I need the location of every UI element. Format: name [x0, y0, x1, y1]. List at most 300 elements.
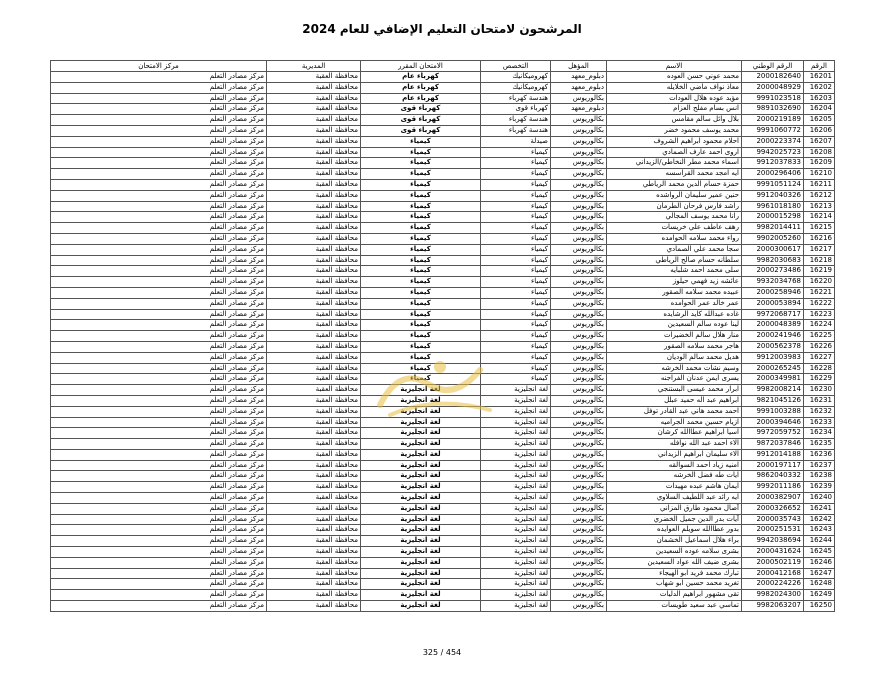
cell-national-id: 2000048389: [742, 320, 804, 331]
cell-seq: 16233: [804, 417, 835, 428]
table-row: [51, 363, 835, 374]
cell-name: اسماء محمد مطر النخاطي/الزيداني: [607, 158, 742, 169]
cell-national-id: 2000048929: [742, 82, 804, 93]
cell-seq: 16230: [804, 385, 835, 396]
cell-national-id: 9821045126: [742, 395, 804, 406]
cell-center: مركز مصادر التعلم: [51, 471, 267, 482]
cell-directorate: محافظة العقبة: [267, 201, 361, 212]
cell-directorate: محافظة العقبة: [267, 320, 361, 331]
cell-center: مركز مصادر التعلم: [51, 590, 267, 601]
cell-seq: 16235: [804, 439, 835, 450]
cell-directorate: محافظة العقبة: [267, 503, 361, 514]
cell-directorate: محافظة العقبة: [267, 547, 361, 558]
cell-national-id: 9982063207: [742, 601, 804, 612]
cell-center: مركز مصادر التعلم: [51, 331, 267, 342]
table-row: [51, 547, 835, 558]
cell-seq: 16243: [804, 525, 835, 536]
cell-seq: 16207: [804, 136, 835, 147]
cell-directorate: محافظة العقبة: [267, 223, 361, 234]
cell-seq: 16222: [804, 298, 835, 309]
cell-national-id: 2000197117: [742, 460, 804, 471]
cell-national-id: 2000224226: [742, 579, 804, 590]
table-row: [51, 341, 835, 352]
cell-exam: لغة انجليزية: [361, 579, 481, 590]
cell-center: مركز مصادر التعلم: [51, 255, 267, 266]
cell-center: مركز مصادر التعلم: [51, 482, 267, 493]
cell-specialization: لغة انجليزية: [481, 482, 551, 493]
cell-national-id: 2000251531: [742, 525, 804, 536]
cell-seq: 16241: [804, 503, 835, 514]
cell-name: رواء محمد سلامه الحوامده: [607, 233, 742, 244]
cell-specialization: كهروميكانيك: [481, 72, 551, 83]
cell-exam: لغة انجليزية: [361, 493, 481, 504]
cell-exam: كيمياء: [361, 287, 481, 298]
cell-exam: كيمياء: [361, 255, 481, 266]
cell-center: مركز مصادر التعلم: [51, 244, 267, 255]
cell-center: مركز مصادر التعلم: [51, 557, 267, 568]
cell-qualification: بكالوريوس: [551, 298, 607, 309]
cell-name: رانا محمد يوسف المجالي: [607, 212, 742, 223]
table-row: [51, 104, 835, 115]
cell-exam: لغة انجليزية: [361, 590, 481, 601]
cell-qualification: بكالوريوس: [551, 266, 607, 277]
cell-directorate: محافظة العقبة: [267, 169, 361, 180]
cell-exam: لغة انجليزية: [361, 601, 481, 612]
cell-specialization: كيمياء: [481, 374, 551, 385]
cell-directorate: محافظة العقبة: [267, 115, 361, 126]
table-body: [51, 72, 835, 612]
header-national-id: الرقم الوطني: [742, 61, 804, 72]
cell-seq: 16210: [804, 169, 835, 180]
cell-seq: 16211: [804, 179, 835, 190]
cell-exam: كيمياء: [361, 309, 481, 320]
page-number: 325 / 454: [422, 648, 462, 657]
cell-specialization: كهرباء قوى: [481, 104, 551, 115]
cell-center: مركز مصادر التعلم: [51, 233, 267, 244]
cell-qualification: بكالوريوس: [551, 428, 607, 439]
cell-qualification: بكالوريوس: [551, 169, 607, 180]
cell-directorate: محافظة العقبة: [267, 395, 361, 406]
cell-exam: كيمياء: [361, 212, 481, 223]
cell-name: حمزة حسام الدين محمد الرياطي: [607, 179, 742, 190]
cell-national-id: 2000053894: [742, 298, 804, 309]
table-row: [51, 601, 835, 612]
cell-specialization: لغة انجليزية: [481, 428, 551, 439]
cell-directorate: محافظة العقبة: [267, 341, 361, 352]
cell-seq: 16238: [804, 471, 835, 482]
cell-exam: لغة انجليزية: [361, 514, 481, 525]
cell-qualification: بكالوريوس: [551, 493, 607, 504]
table-row: [51, 201, 835, 212]
cell-name: ابرار محمد عيسى البستنجي: [607, 385, 742, 396]
cell-exam: لغة انجليزية: [361, 547, 481, 558]
cell-qualification: بكالوريوس: [551, 331, 607, 342]
cell-seq: 16208: [804, 147, 835, 158]
cell-name: امنيه زياد احمد السوالقه: [607, 460, 742, 471]
cell-directorate: محافظة العقبة: [267, 417, 361, 428]
cell-center: مركز مصادر التعلم: [51, 179, 267, 190]
table-row: [51, 82, 835, 93]
header-qualification: المؤهل: [551, 61, 607, 72]
cell-name: ايمان هاشم عبده مهيدات: [607, 482, 742, 493]
cell-center: مركز مصادر التعلم: [51, 352, 267, 363]
cell-national-id: 9891032690: [742, 104, 804, 115]
cell-directorate: محافظة العقبة: [267, 287, 361, 298]
cell-qualification: بكالوريوس: [551, 125, 607, 136]
cell-national-id: 2000219189: [742, 115, 804, 126]
cell-seq: 16242: [804, 514, 835, 525]
cell-specialization: هندسة كهرباء: [481, 125, 551, 136]
cell-qualification: دبلوم_معهد: [551, 82, 607, 93]
cell-center: مركز مصادر التعلم: [51, 82, 267, 93]
table-row: [51, 320, 835, 331]
cell-qualification: بكالوريوس: [551, 277, 607, 288]
table-row: [51, 72, 835, 83]
cell-seq: 16203: [804, 93, 835, 104]
cell-name: عمر خالد عمر الحوامده: [607, 298, 742, 309]
table-row: [51, 147, 835, 158]
table-row: [51, 579, 835, 590]
cell-center: مركز مصادر التعلم: [51, 287, 267, 298]
cell-seq: 16217: [804, 244, 835, 255]
cell-name: آصال محمود طارق المزاني: [607, 503, 742, 514]
table-row: [51, 298, 835, 309]
header-seq: الرقم: [804, 61, 835, 72]
cell-directorate: محافظة العقبة: [267, 374, 361, 385]
cell-directorate: محافظة العقبة: [267, 179, 361, 190]
cell-seq: 16201: [804, 72, 835, 83]
cell-center: مركز مصادر التعلم: [51, 201, 267, 212]
cell-specialization: كيمياء: [481, 169, 551, 180]
cell-name: سلطانه حسام صالح الرياطي: [607, 255, 742, 266]
cell-national-id: 9991003288: [742, 406, 804, 417]
table-row: [51, 449, 835, 460]
cell-directorate: محافظة العقبة: [267, 82, 361, 93]
cell-national-id: 9912003983: [742, 352, 804, 363]
cell-directorate: محافظة العقبة: [267, 277, 361, 288]
cell-seq: 16223: [804, 309, 835, 320]
cell-seq: 16237: [804, 460, 835, 471]
cell-specialization: لغة انجليزية: [481, 536, 551, 547]
table-header-row: [51, 61, 835, 72]
cell-directorate: محافظة العقبة: [267, 309, 361, 320]
cell-center: مركز مصادر التعلم: [51, 125, 267, 136]
cell-directorate: محافظة العقبة: [267, 557, 361, 568]
cell-national-id: 2000015298: [742, 212, 804, 223]
cell-specialization: لغة انجليزية: [481, 514, 551, 525]
header-exam: الامتحان المقرر: [361, 61, 481, 72]
cell-name: تماسي عبد سعيد طويسات: [607, 601, 742, 612]
cell-directorate: محافظة العقبة: [267, 406, 361, 417]
cell-center: مركز مصادر التعلم: [51, 417, 267, 428]
cell-seq: 16240: [804, 493, 835, 504]
cell-name: حنين عمير سليمان الرواشده: [607, 190, 742, 201]
cell-specialization: كيمياء: [481, 287, 551, 298]
table-row: [51, 536, 835, 547]
cell-national-id: 2000431624: [742, 547, 804, 558]
cell-seq: 16213: [804, 201, 835, 212]
cell-national-id: 9942038694: [742, 536, 804, 547]
cell-national-id: 9992011186: [742, 482, 804, 493]
cell-center: مركز مصادر التعلم: [51, 223, 267, 234]
cell-qualification: بكالوريوس: [551, 158, 607, 169]
table-row: [51, 503, 835, 514]
cell-center: مركز مصادر التعلم: [51, 136, 267, 147]
cell-national-id: 2000258946: [742, 287, 804, 298]
cell-directorate: محافظة العقبة: [267, 212, 361, 223]
cell-center: مركز مصادر التعلم: [51, 277, 267, 288]
cell-exam: كيمياء: [361, 190, 481, 201]
header-specialization: التخصص: [481, 61, 551, 72]
table-row: [51, 460, 835, 471]
cell-specialization: لغة انجليزية: [481, 449, 551, 460]
cell-qualification: بكالوريوس: [551, 460, 607, 471]
cell-directorate: محافظة العقبة: [267, 568, 361, 579]
cell-national-id: 2000241946: [742, 331, 804, 342]
cell-national-id: 2000273486: [742, 266, 804, 277]
cell-seq: 16244: [804, 536, 835, 547]
cell-exam: لغة انجليزية: [361, 417, 481, 428]
table-row: [51, 525, 835, 536]
cell-name: ابراهيم عبد اله حميد عبلل: [607, 395, 742, 406]
cell-directorate: محافظة العقبة: [267, 536, 361, 547]
cell-name: بدور عطاالله سويلم العوايده: [607, 525, 742, 536]
cell-directorate: محافظة العقبة: [267, 363, 361, 374]
cell-qualification: بكالوريوس: [551, 385, 607, 396]
cell-center: مركز مصادر التعلم: [51, 406, 267, 417]
table-row: [51, 158, 835, 169]
cell-specialization: لغة انجليزية: [481, 406, 551, 417]
cell-exam: لغة انجليزية: [361, 503, 481, 514]
cell-specialization: كيمياء: [481, 212, 551, 223]
table-row: [51, 374, 835, 385]
cell-national-id: 2000502119: [742, 557, 804, 568]
header-directorate: المديرية: [267, 61, 361, 72]
cell-specialization: لغة انجليزية: [481, 471, 551, 482]
cell-national-id: 9862040332: [742, 471, 804, 482]
table-row: [51, 212, 835, 223]
cell-specialization: كيمياء: [481, 298, 551, 309]
cell-specialization: لغة انجليزية: [481, 568, 551, 579]
cell-directorate: محافظة العقبة: [267, 428, 361, 439]
cell-directorate: محافظة العقبة: [267, 255, 361, 266]
cell-specialization: كيمياء: [481, 352, 551, 363]
cell-name: انس بسام مفلح العزام: [607, 104, 742, 115]
cell-specialization: كيمياء: [481, 255, 551, 266]
cell-national-id: 2000562378: [742, 341, 804, 352]
cell-exam: كيمياء: [361, 158, 481, 169]
cell-seq: 16249: [804, 590, 835, 601]
cell-national-id: 9991060772: [742, 125, 804, 136]
table-row: [51, 428, 835, 439]
cell-directorate: محافظة العقبة: [267, 385, 361, 396]
cell-name: يسرى ايمن عدنان الفراجنه: [607, 374, 742, 385]
cell-name: تقى مشهور ابراهيم الدليات: [607, 590, 742, 601]
cell-seq: 16202: [804, 82, 835, 93]
cell-directorate: محافظة العقبة: [267, 266, 361, 277]
table-row: [51, 190, 835, 201]
cell-specialization: لغة انجليزية: [481, 557, 551, 568]
table-row: [51, 482, 835, 493]
cell-specialization: كيمياء: [481, 266, 551, 277]
table-row: [51, 223, 835, 234]
cell-exam: كيمياء: [361, 136, 481, 147]
cell-specialization: كيمياء: [481, 233, 551, 244]
cell-directorate: محافظة العقبة: [267, 72, 361, 83]
table-row: [51, 493, 835, 504]
cell-seq: 16206: [804, 125, 835, 136]
cell-name: بشرى ضيف الله عواد السعيدين: [607, 557, 742, 568]
cell-specialization: كيمياء: [481, 331, 551, 342]
cell-national-id: 2000326652: [742, 503, 804, 514]
cell-exam: لغة انجليزية: [361, 482, 481, 493]
cell-center: مركز مصادر التعلم: [51, 169, 267, 180]
cell-specialization: كيمياء: [481, 179, 551, 190]
table-row: [51, 277, 835, 288]
cell-directorate: محافظة العقبة: [267, 331, 361, 342]
cell-exam: كهرباء قوى: [361, 104, 481, 115]
cell-qualification: بكالوريوس: [551, 309, 607, 320]
cell-national-id: 9912040326: [742, 190, 804, 201]
cell-qualification: بكالوريوس: [551, 471, 607, 482]
cell-name: ازيام حسين محمد الجراميه: [607, 417, 742, 428]
cell-qualification: بكالوريوس: [551, 255, 607, 266]
cell-directorate: محافظة العقبة: [267, 579, 361, 590]
cell-qualification: بكالوريوس: [551, 514, 607, 525]
cell-qualification: بكالوريوس: [551, 223, 607, 234]
cell-seq: 16214: [804, 212, 835, 223]
cell-name: الاء احمد عبد الله نوافله: [607, 439, 742, 450]
cell-directorate: محافظة العقبة: [267, 104, 361, 115]
cell-qualification: بكالوريوس: [551, 352, 607, 363]
cell-specialization: لغة انجليزية: [481, 439, 551, 450]
cell-center: مركز مصادر التعلم: [51, 503, 267, 514]
cell-qualification: بكالوريوس: [551, 406, 607, 417]
cell-seq: 16225: [804, 331, 835, 342]
cell-specialization: كيمياء: [481, 223, 551, 234]
cell-national-id: 2000223374: [742, 136, 804, 147]
cell-seq: 16236: [804, 449, 835, 460]
cell-name: ايات طه فضل الخرشه: [607, 471, 742, 482]
cell-exam: كيمياء: [361, 320, 481, 331]
cell-name: سجا محمد علي الصمادي: [607, 244, 742, 255]
table-row: [51, 309, 835, 320]
cell-exam: كيمياء: [361, 201, 481, 212]
cell-name: تبارك محمد فريد ابو الهيجاء: [607, 568, 742, 579]
cell-specialization: هندسة كهرباء: [481, 93, 551, 104]
cell-seq: 16232: [804, 406, 835, 417]
cell-national-id: 2000182640: [742, 72, 804, 83]
cell-center: مركز مصادر التعلم: [51, 115, 267, 126]
cell-national-id: 2000035743: [742, 514, 804, 525]
cell-national-id: 2000412168: [742, 568, 804, 579]
cell-exam: كهرباء عام: [361, 82, 481, 93]
cell-name: اسيا ابراهيم عطاالله كرشان: [607, 428, 742, 439]
cell-national-id: 9912037833: [742, 158, 804, 169]
cell-exam: كيمياء: [361, 147, 481, 158]
cell-national-id: 9991051124: [742, 179, 804, 190]
cell-qualification: بكالوريوس: [551, 287, 607, 298]
cell-qualification: بكالوريوس: [551, 601, 607, 612]
cell-directorate: محافظة العقبة: [267, 190, 361, 201]
cell-name: غاده عبدالله كايد الرشايده: [607, 309, 742, 320]
cell-specialization: لغة انجليزية: [481, 460, 551, 471]
cell-exam: كيمياء: [361, 233, 481, 244]
table-row: [51, 125, 835, 136]
cell-specialization: كيمياء: [481, 363, 551, 374]
cell-qualification: بكالوريوس: [551, 536, 607, 547]
cell-national-id: 2000300617: [742, 244, 804, 255]
cell-directorate: محافظة العقبة: [267, 482, 361, 493]
cell-directorate: محافظة العقبة: [267, 590, 361, 601]
cell-center: مركز مصادر التعلم: [51, 158, 267, 169]
cell-specialization: كيمياء: [481, 320, 551, 331]
cell-qualification: بكالوريوس: [551, 244, 607, 255]
cell-qualification: دبلوم_معهد: [551, 72, 607, 83]
cell-exam: كيمياء: [361, 179, 481, 190]
cell-specialization: كيمياء: [481, 244, 551, 255]
cell-specialization: كيمياء: [481, 190, 551, 201]
cell-center: مركز مصادر التعلم: [51, 439, 267, 450]
cell-exam: كيمياء: [361, 331, 481, 342]
table-row: [51, 93, 835, 104]
cell-exam: كهرباء قوى: [361, 125, 481, 136]
cell-directorate: محافظة العقبة: [267, 352, 361, 363]
cell-center: مركز مصادر التعلم: [51, 514, 267, 525]
cell-name: تغريد محمد حسين ابو شهاب: [607, 579, 742, 590]
cell-name: منار هلال سالم الخضيرات: [607, 331, 742, 342]
cell-exam: كيمياء: [361, 298, 481, 309]
cell-seq: 16216: [804, 233, 835, 244]
cell-name: اروى احمد عارف الصمادي: [607, 147, 742, 158]
cell-name: رهف عاطف علي خريسات: [607, 223, 742, 234]
cell-specialization: صيدلة: [481, 136, 551, 147]
cell-qualification: بكالوريوس: [551, 449, 607, 460]
cell-name: احلام محمود ابراهيم الشروف: [607, 136, 742, 147]
cell-exam: لغة انجليزية: [361, 525, 481, 536]
cell-exam: لغة انجليزية: [361, 471, 481, 482]
cell-qualification: بكالوريوس: [551, 482, 607, 493]
cell-qualification: بكالوريوس: [551, 439, 607, 450]
cell-name: وسيم نشات محمد الخرشه: [607, 363, 742, 374]
table-row: [51, 266, 835, 277]
cell-exam: كهرباء قوى: [361, 115, 481, 126]
cell-specialization: كيمياء: [481, 158, 551, 169]
cell-center: مركز مصادر التعلم: [51, 93, 267, 104]
cell-name: ايه امجد محمد القراسسه: [607, 169, 742, 180]
cell-center: مركز مصادر التعلم: [51, 525, 267, 536]
cell-center: مركز مصادر التعلم: [51, 320, 267, 331]
cell-specialization: كيمياء: [481, 147, 551, 158]
header-center: مركز الامتحان: [51, 61, 267, 72]
cell-qualification: بكالوريوس: [551, 557, 607, 568]
cell-national-id: 9982024300: [742, 590, 804, 601]
cell-seq: 16215: [804, 223, 835, 234]
cell-qualification: بكالوريوس: [551, 147, 607, 158]
cell-exam: كيمياء: [361, 169, 481, 180]
cell-name: سلى محمد احمد شلبايه: [607, 266, 742, 277]
cell-qualification: بكالوريوس: [551, 201, 607, 212]
cell-directorate: محافظة العقبة: [267, 449, 361, 460]
cell-specialization: لغة انجليزية: [481, 503, 551, 514]
cell-center: مركز مصادر التعلم: [51, 309, 267, 320]
cell-name: معاذ نواف ماضي الخلايله: [607, 82, 742, 93]
cell-seq: 16250: [804, 601, 835, 612]
cell-name: عبيده محمد سلامه الصقور: [607, 287, 742, 298]
cell-directorate: محافظة العقبة: [267, 147, 361, 158]
cell-qualification: بكالوريوس: [551, 579, 607, 590]
cell-seq: 16212: [804, 190, 835, 201]
